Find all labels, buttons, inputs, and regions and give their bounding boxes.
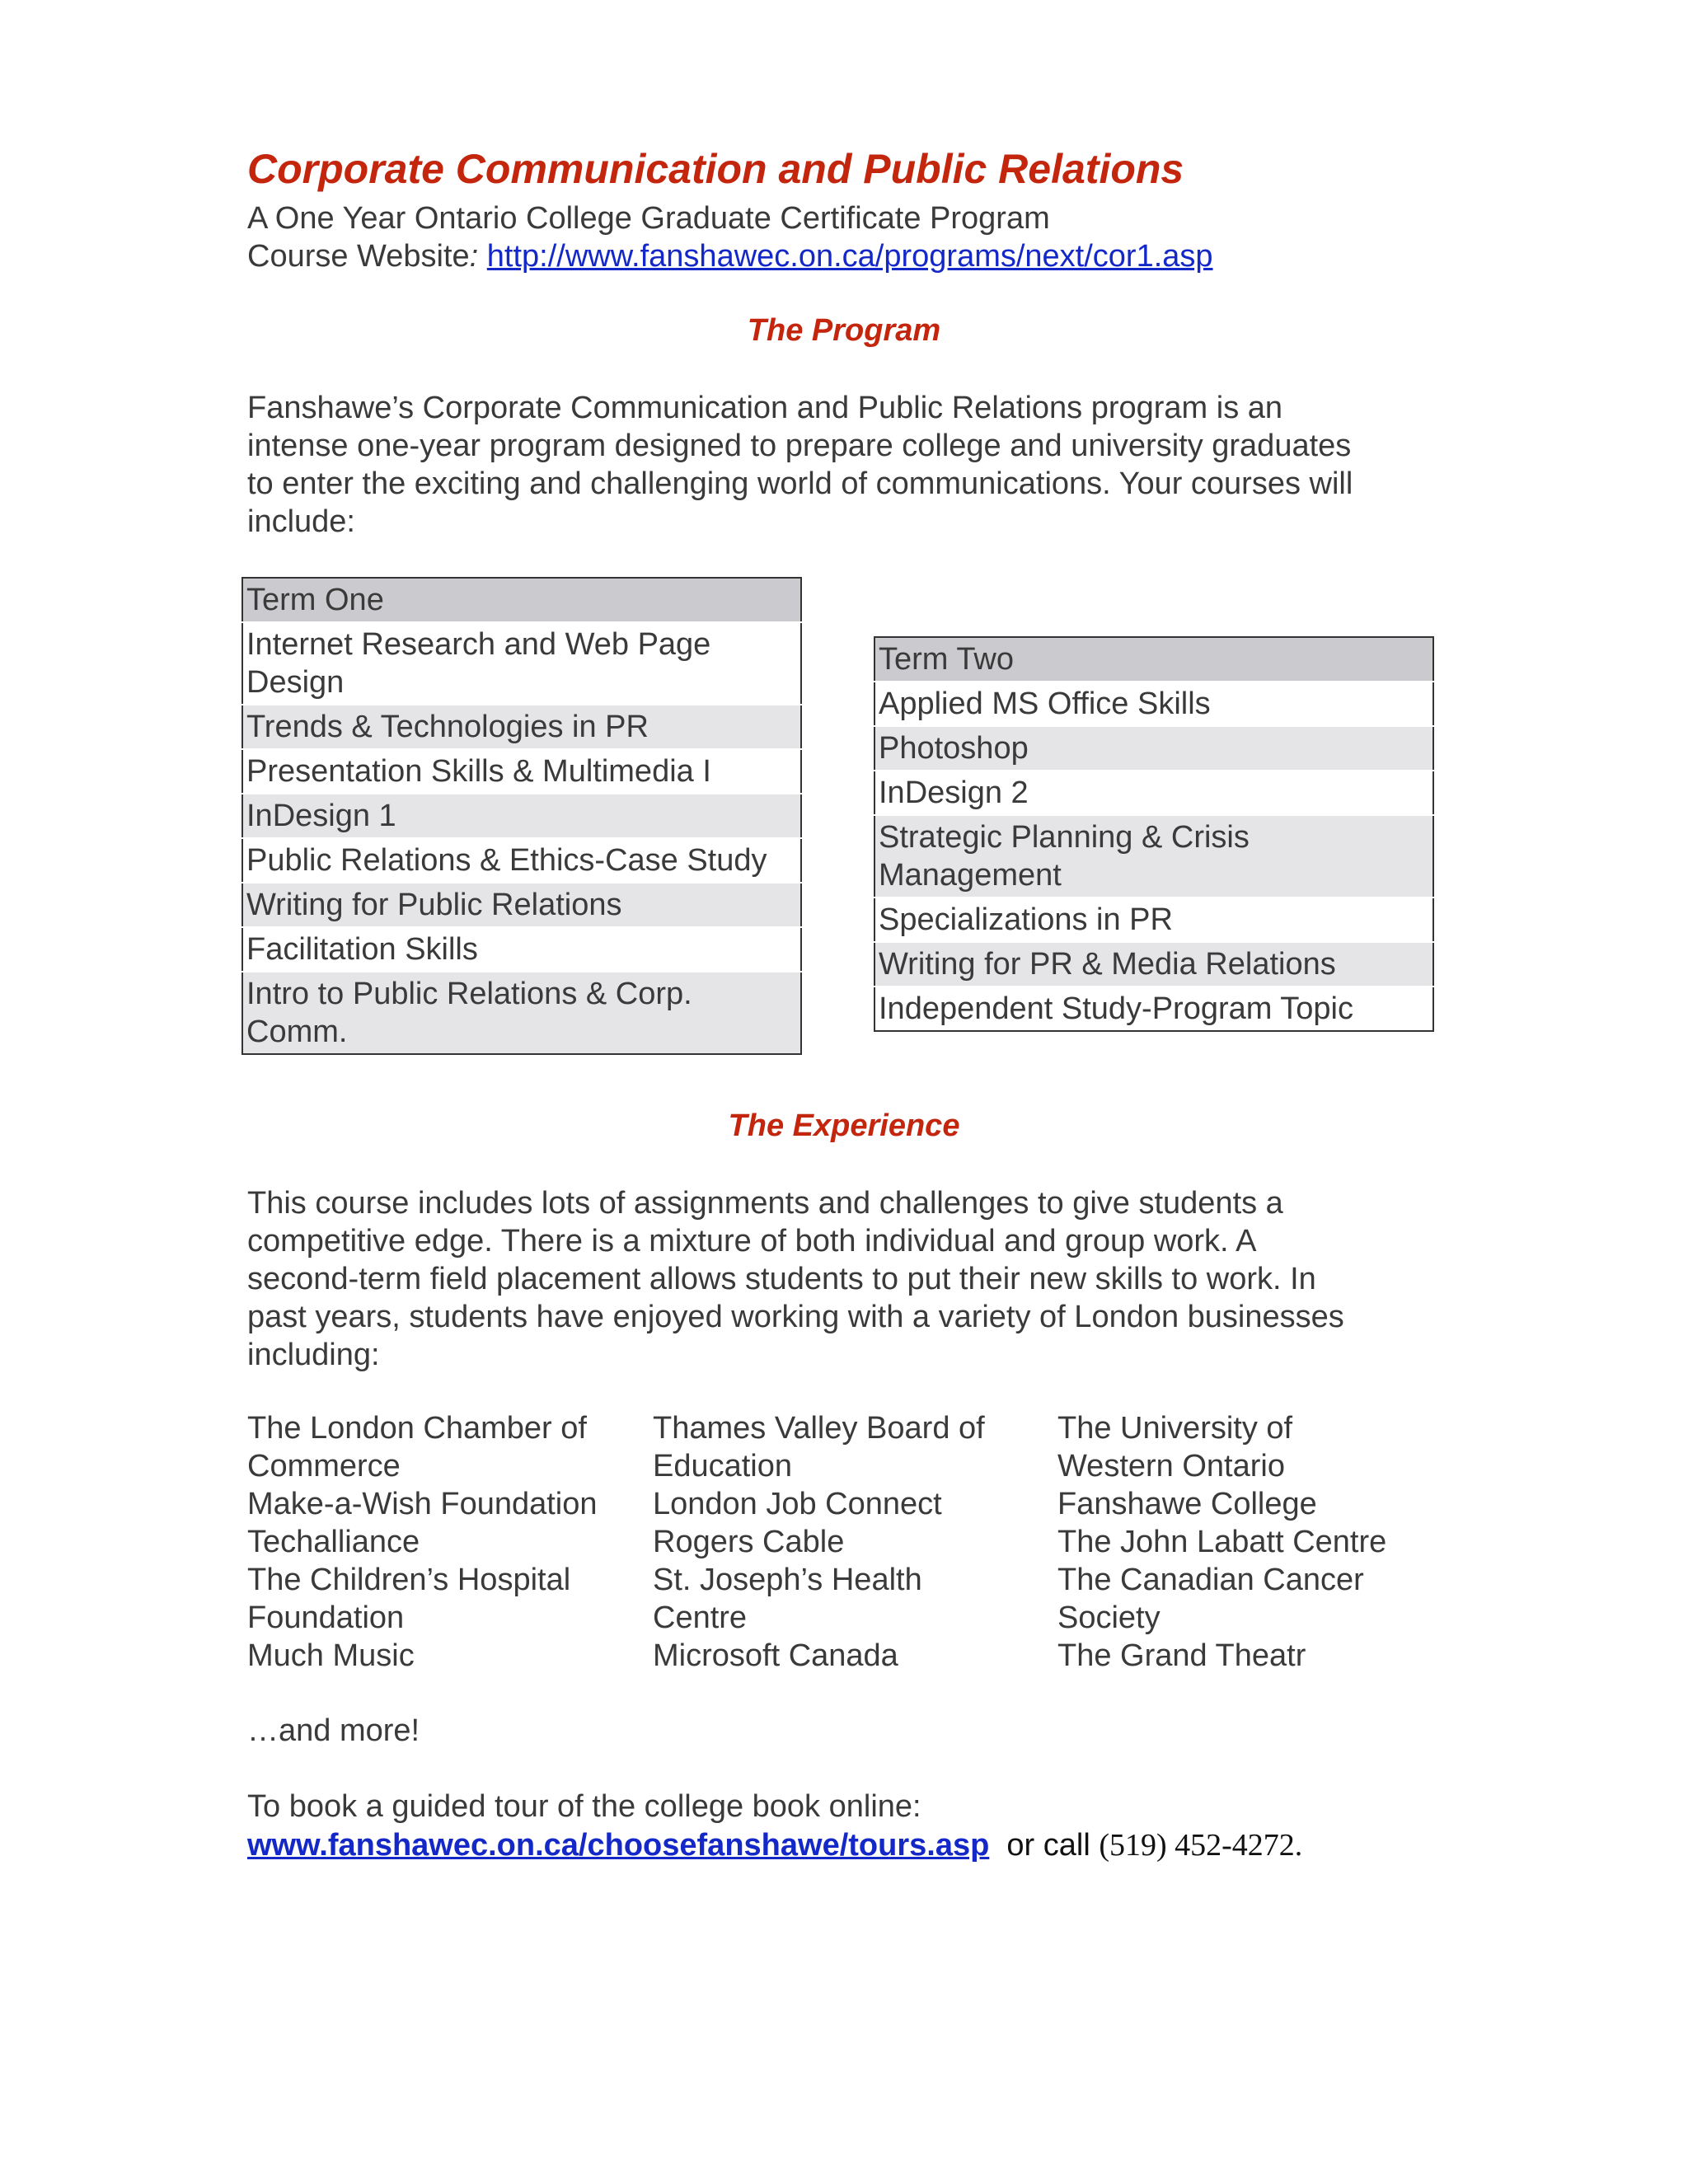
business-item: Rogers Cable	[653, 1525, 845, 1559]
phone-number: (519) 452-4272.	[1099, 1828, 1303, 1863]
term-one-course: Writing for Public Relations	[242, 883, 801, 927]
business-item: London Job Connect	[653, 1487, 942, 1521]
program-heading: The Program	[747, 313, 941, 348]
term-one-header: Term One	[242, 578, 801, 622]
business-item: Microsoft Canada	[653, 1638, 898, 1673]
business-item: Techalliance	[247, 1525, 420, 1559]
experience-line: past years, students have enjoyed working with a variety of London businesses	[247, 1300, 1344, 1334]
term-one-table	[241, 577, 802, 1055]
term-two-course: Photoshop	[874, 726, 1433, 771]
term-two-course: Independent Study-Program Topic	[874, 987, 1433, 1031]
website-line	[247, 237, 1213, 275]
business-item: Fanshawe College	[1057, 1487, 1317, 1521]
term-one-course: Presentation Skills & Multimedia I	[242, 749, 801, 794]
business-item: The Canadian Cancer	[1057, 1563, 1364, 1597]
business-item: Much Music	[247, 1638, 415, 1673]
term-two-course: Specializations in PR	[874, 898, 1433, 942]
term-two-course: Writing for PR & Media Relations	[874, 942, 1433, 987]
business-item: Centre	[653, 1601, 748, 1635]
experience-line: competitive edge. There is a mixture of both individual and group work. A	[247, 1224, 1257, 1258]
business-item: St. Joseph’s Health	[653, 1563, 922, 1597]
term-two-course: Applied MS Office Skills	[874, 682, 1433, 726]
business-item: Foundation	[247, 1601, 405, 1635]
program-intro-line: include:	[247, 504, 355, 539]
tour-line	[247, 1826, 1302, 1864]
page-title: Corporate Communication and Public Relations	[247, 146, 1184, 192]
subtitle: A One Year Ontario College Graduate Certificate Program	[247, 201, 1050, 236]
business-item: The London Chamber of	[247, 1411, 587, 1446]
website-label: Course Website	[247, 239, 470, 274]
experience-paragraph	[247, 1184, 1442, 1374]
term-one-course: Trends & Technologies in PR	[242, 705, 801, 749]
term-one-course: Intro to Public Relations & Corp. Comm.	[242, 972, 801, 1054]
or-call-text: or call	[989, 1828, 1100, 1863]
program-intro-line: intense one-year program designed to prepare college and university graduates	[247, 429, 1352, 463]
and-more-text: …and more!	[247, 1713, 420, 1748]
business-item: Western Ontario	[1057, 1449, 1285, 1483]
business-item: Society	[1057, 1601, 1160, 1635]
term-one-course: Public Relations & Ethics-Case Study	[242, 838, 801, 883]
experience-line: This course includes lots of assignments and challenges to give students a	[247, 1186, 1283, 1221]
business-item: The John Labatt Centre	[1057, 1525, 1387, 1559]
business-item: Commerce	[247, 1449, 401, 1483]
term-two-course: Strategic Planning & Crisis Management	[874, 815, 1433, 898]
business-column-3	[1057, 1409, 1453, 1675]
term-one-course: Internet Research and Web Page Design	[242, 622, 801, 705]
tour-text: To book a guided tour of the college book online:	[247, 1789, 921, 1824]
business-item: Education	[653, 1449, 793, 1483]
program-intro-line: to enter the exciting and challenging world of communications. Your courses will	[247, 466, 1353, 501]
course-website-link[interactable]: http://www.fanshawec.on.ca/programs/next/cor1.asp	[486, 239, 1213, 274]
term-two-header: Term Two	[874, 637, 1433, 682]
experience-heading: The Experience	[728, 1108, 960, 1143]
program-intro-line: Fanshawe’s Corporate Communication and Public Relations program is an	[247, 391, 1283, 425]
experience-line: including:	[247, 1338, 380, 1372]
business-item: The Grand Theatr	[1057, 1638, 1306, 1673]
business-item: Thames Valley Board of	[653, 1411, 985, 1446]
term-one-course: InDesign 1	[242, 794, 801, 838]
business-column-2	[653, 1409, 1048, 1675]
term-two-course: InDesign 2	[874, 771, 1433, 815]
business-item: Make-a-Wish Foundation	[247, 1487, 598, 1521]
term-one-course: Facilitation Skills	[242, 927, 801, 972]
program-intro	[247, 389, 1442, 541]
experience-line: second-term field placement allows students to put their new skills to work. In	[247, 1262, 1316, 1296]
business-item: The Children’s Hospital	[247, 1563, 571, 1597]
tours-link[interactable]: www.fanshawec.on.ca/choosefanshawe/tours.asp	[247, 1828, 990, 1863]
website-separator: :	[469, 239, 487, 274]
business-item: The University of	[1057, 1411, 1293, 1446]
term-two-table	[874, 636, 1434, 1032]
business-column-1	[247, 1409, 643, 1675]
